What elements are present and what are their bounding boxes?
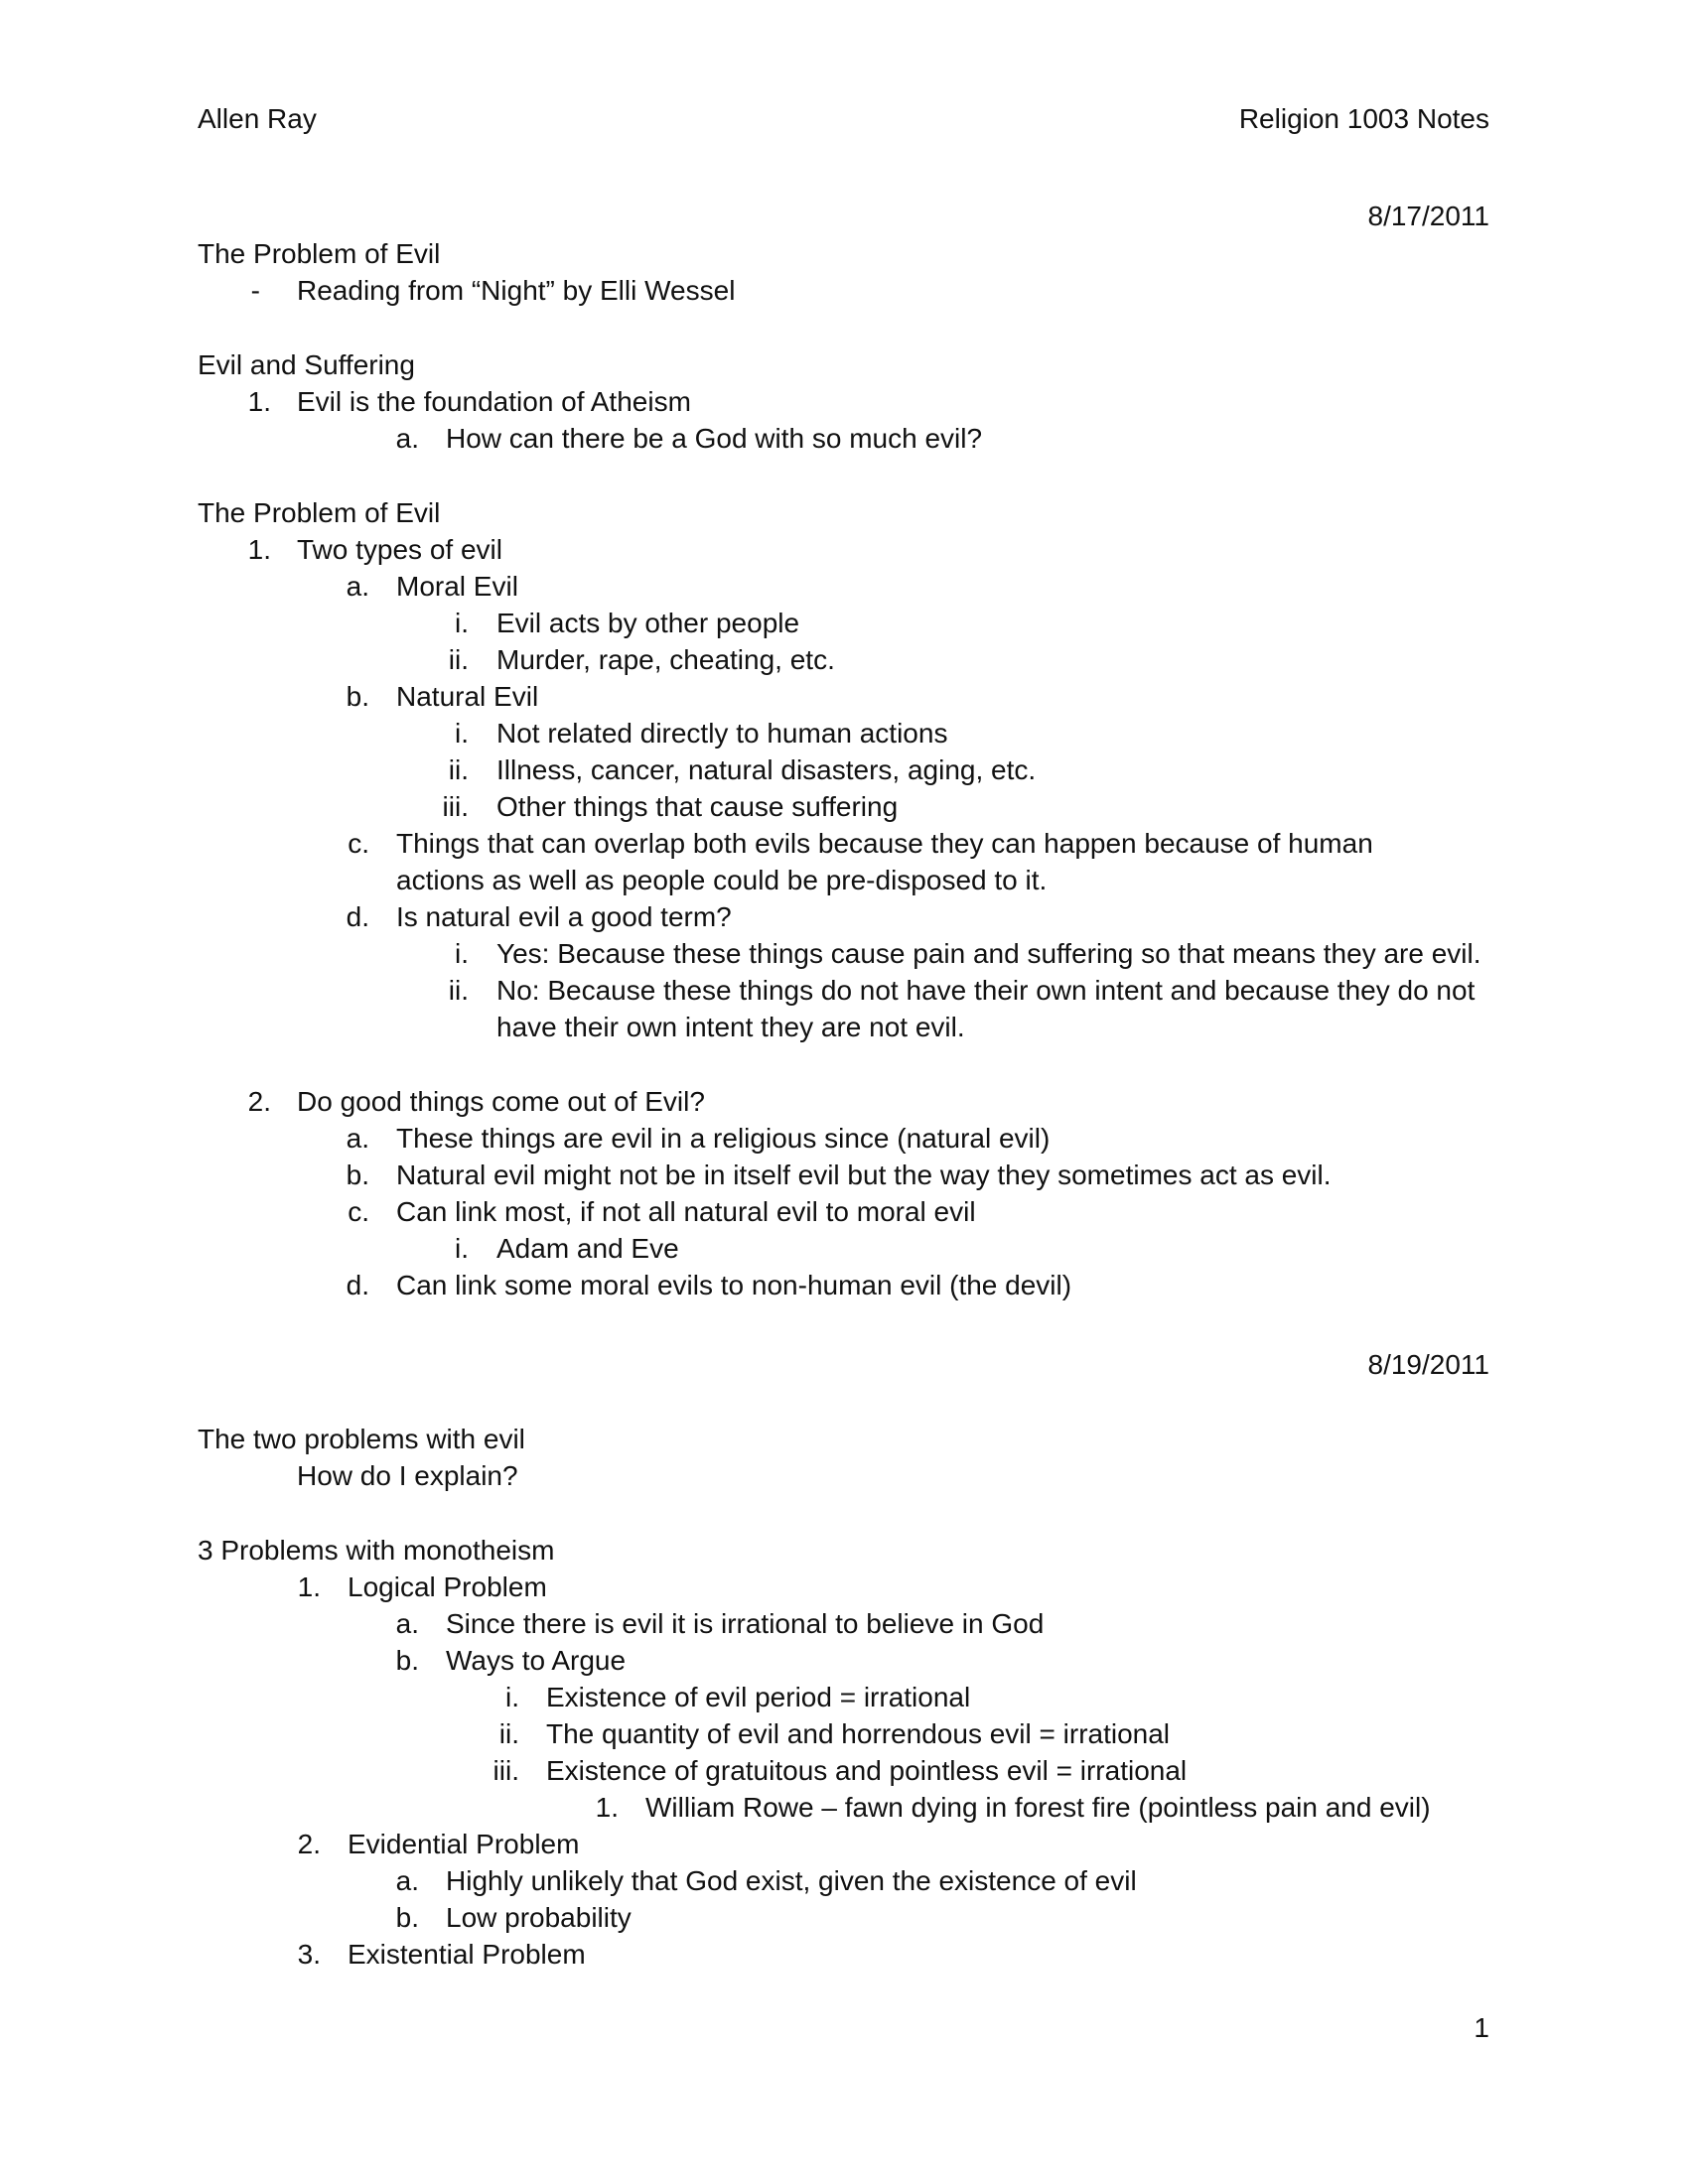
list-item [0,1752,1688,1789]
list-marker: ii. [448,975,469,1006]
list-marker: i. [455,608,469,638]
section-subtitle: How do I explain? [297,1460,518,1491]
list-marker: a. [395,423,419,454]
list-item [0,935,1688,972]
date-2: 8/19/2011 [1367,1349,1489,1380]
list-marker: 1. [247,534,271,565]
date-1: 8/17/2011 [1367,201,1489,231]
list-marker: a. [395,1608,419,1639]
list-item-text: Illness, cancer, natural disasters, aging, etc. [496,754,1037,785]
list-marker: b. [395,1902,419,1933]
list-marker: ii. [448,754,469,785]
list-item [0,272,1688,309]
list-item-text: Logical Problem [348,1571,547,1602]
list-marker: ii. [448,644,469,675]
list-item [0,641,1688,678]
list-item-text: Moral Evil [396,571,518,602]
list-item-text: Other things that cause suffering [496,791,899,822]
list-item [0,898,1688,935]
section-title: 3 Problems with monotheism [198,1535,555,1566]
list-item-text: Is natural evil a good term? [396,901,732,932]
list-marker: i. [455,1233,469,1264]
list-item-text: Evil is the foundation of Atheism [297,386,691,417]
list-item-text: Evil acts by other people [496,608,800,638]
list-item [0,751,1688,788]
author-name: Allen Ray [198,103,317,134]
list-marker: b. [346,1160,369,1190]
list-item [0,1715,1688,1752]
list-item-text: Existence of evil period = irrational [546,1682,971,1712]
list-item [0,1230,1688,1267]
list-marker: c. [348,828,369,859]
list-marker: 2. [247,1086,271,1117]
list-item [0,1642,1688,1679]
list-marker: iii. [442,791,469,822]
list-item-text: Evidential Problem [348,1829,580,1859]
list-marker: 1. [595,1792,619,1823]
list-marker: 1. [247,386,271,417]
list-item-text: The quantity of evil and horrendous evil = irrational [546,1718,1171,1749]
section-title: Evil and Suffering [198,349,415,380]
list-marker: i. [455,718,469,749]
list-item [0,1267,1688,1303]
list-item-text: No: Because these things do not have their own intent and because they do not have their own intent they are not evil. [496,975,1476,1042]
list-item [0,568,1688,605]
list-item-text: Things that can overlap both evils because they can happen because of human actions as well as people could be pre-disposed to it. [396,828,1373,895]
page-number: 1 [1474,2012,1489,2043]
list-item [0,788,1688,825]
list-item [0,1862,1688,1899]
list-item-text: Do good things come out of Evil? [297,1086,705,1117]
list-item-text: These things are evil in a religious since (natural evil) [396,1123,1051,1154]
list-marker: b. [395,1645,419,1676]
list-item-text: Existential Problem [348,1939,586,1970]
list-item-text: Since there is evil it is irrational to believe in God [446,1608,1045,1639]
list-marker: d. [346,1270,369,1300]
list-item-text: Ways to Argue [446,1645,627,1676]
list-marker: d. [346,901,369,932]
list-item [0,825,1688,898]
list-item-text: Adam and Eve [496,1233,679,1264]
list-item [0,1899,1688,1936]
list-item [0,678,1688,715]
section-title: The Problem of Evil [198,238,441,269]
list-item-text: Yes: Because these things cause pain and suffering so that means they are evil. [496,938,1481,969]
list-item-text: Can link most, if not all natural evil to moral evil [396,1196,976,1227]
list-marker: a. [395,1865,419,1896]
list-item-text: Existence of gratuitous and pointless evil = irrational [546,1755,1188,1786]
list-item [0,1936,1688,1973]
list-item [0,605,1688,641]
list-marker: c. [348,1196,369,1227]
list-item [0,1193,1688,1230]
list-item [0,420,1688,457]
list-item [0,1789,1688,1826]
list-item [0,1569,1688,1605]
list-item [0,383,1688,420]
list-marker: b. [346,681,369,712]
list-item-text: Highly unlikely that God exist, given the existence of evil [446,1865,1137,1896]
list-marker: i. [455,938,469,969]
list-item [0,972,1688,1045]
list-marker: a. [346,571,369,602]
section-title: The Problem of Evil [198,497,441,528]
list-item-text: Can link some moral evils to non-human evil (the devil) [396,1270,1072,1300]
list-item-text: Reading from “Night” by Elli Wessel [297,275,736,306]
list-marker: i. [505,1682,519,1712]
list-marker: 3. [297,1939,321,1970]
list-item-text: Natural evil might not be in itself evil but the way they sometimes act as evil. [396,1160,1332,1190]
list-marker: ii. [498,1718,519,1749]
list-item [0,715,1688,751]
list-marker: a. [346,1123,369,1154]
list-marker: 1. [297,1571,321,1602]
course-title: Religion 1003 Notes [1238,103,1489,134]
list-marker: 2. [297,1829,321,1859]
list-bullet: - [250,275,260,306]
list-item [0,1157,1688,1193]
list-item-text: William Rowe – fawn dying in forest fire (pointless pain and evil) [645,1792,1431,1823]
list-item-text: Two types of evil [297,534,502,565]
list-item [0,1679,1688,1715]
section-title: The two problems with evil [198,1424,525,1454]
list-item-text: Natural Evil [396,681,539,712]
list-item-text: Murder, rape, cheating, etc. [496,644,835,675]
list-item [0,1083,1688,1120]
list-item-text: Not related directly to human actions [496,718,948,749]
list-item [0,1605,1688,1642]
list-item [0,1826,1688,1862]
list-item-text: How can there be a God with so much evil? [446,423,983,454]
list-item-text: Low probability [446,1902,632,1933]
list-marker: iii. [492,1755,519,1786]
list-item [0,531,1688,568]
list-item [0,1120,1688,1157]
